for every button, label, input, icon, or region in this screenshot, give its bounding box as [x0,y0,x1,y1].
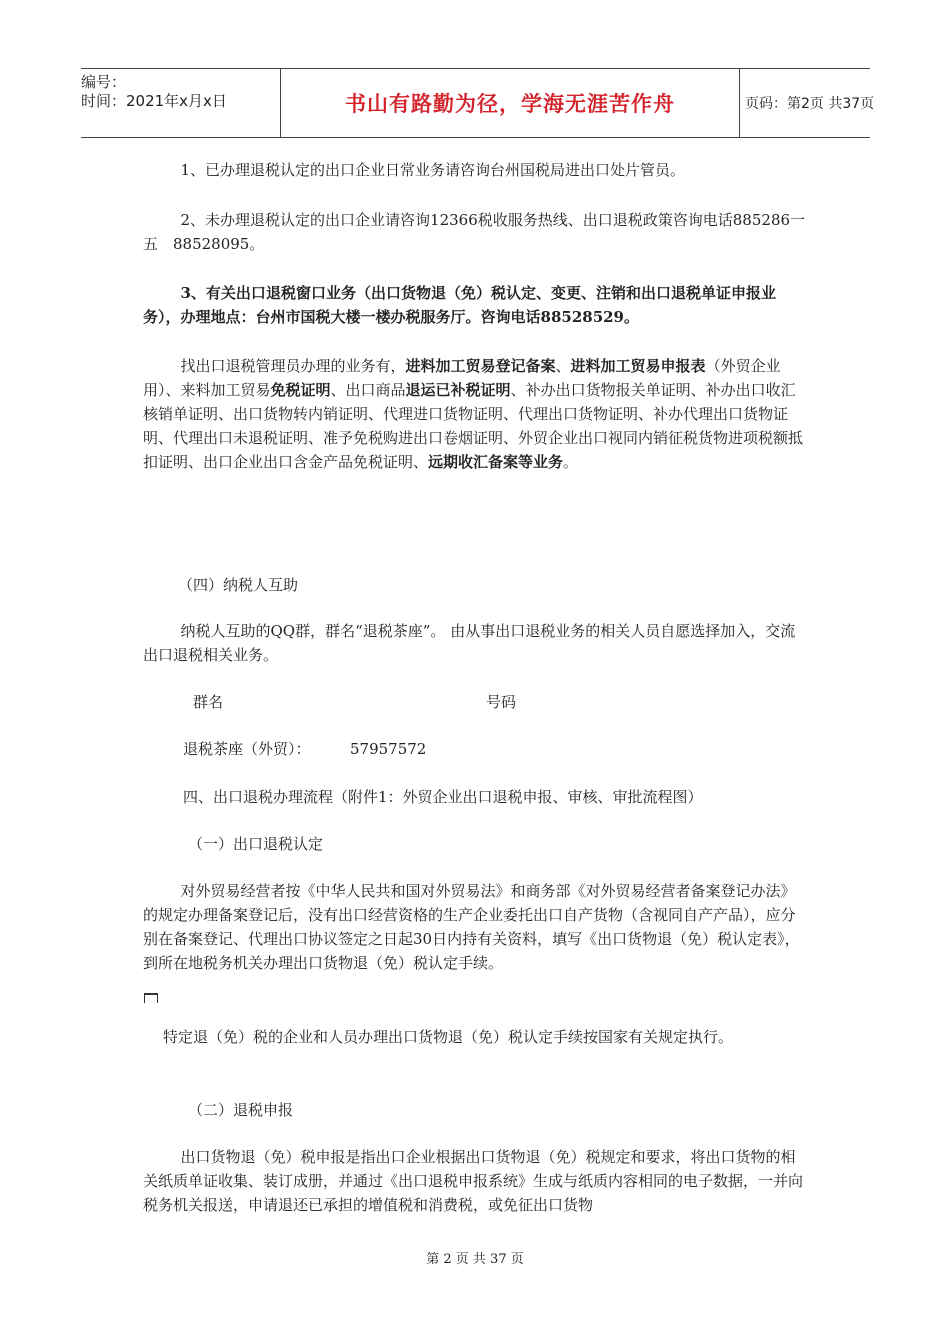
paragraph-7: 对外贸易经营者按《中华人民共和国对外贸易法》和商务部《对外贸易经营者备案登记办法》的规定办理备案登记后，没有出口经营资格的生产企业委托出口自产货物（含视同自产产品），应分别在备案登记、代理出口协议签定之日起30日内持有关资料，填写《出口货物退（免）税认定表》，到所在地税务机关办理出口货物退（免）税认定手续。 [143,882,800,972]
p4-text: 、 [555,357,571,375]
header-meta [81,69,281,137]
p4-text: （外贸企业用）、来料加工贸易 [143,357,781,399]
column-header-number: 号码 [486,693,517,711]
number-label: 编号： [81,73,127,91]
header-motto: 书山有路勤为径，学海无涯苦作舟 [281,69,740,137]
paragraph-3: 3、有关出口退税窗口业务（出口货物退（免）税认定、变更、注销和出口退税单证申报业务），办理地点：台州市国税大楼一楼办税服务厅。咨询电话88528529。 [143,284,776,326]
p4-text: 、出口商品 [330,381,406,399]
p4-bold: 退运已补税证明 [405,381,511,399]
qq-group-name: 退税茶座（外贸）： [183,740,311,758]
p4-text: 。 [563,453,579,471]
header-page-label: 页码：第2页 共37页 [745,96,875,112]
paragraph-5: 纳税人互助的QQ群，群名“退税茶座”。 由从事出口退税业务的相关人员自愿选择加入，交流出口退税相关业务。 [143,622,796,664]
p4-bold: 进料加工贸易登记备案 [405,357,556,375]
column-header-name: 群名 [193,693,224,711]
paragraph-1: 1、已办理退税认定的出口企业日常业务请咨询台州国税局进出口处片管员。 [180,161,686,179]
section-heading-mutual-aid: （四）纳税人互助 [178,576,299,594]
p4-text: 、补办出口货物报关单证明、补办出口收汇核销单证明、出口货物转内销证明、代理进口货物证明、代理出口货物证明、补办代理出口货物证明、代理出口未退税证明、准予免税购进出口卷烟证明、外贸企业出口视同内销征税货物进项税额抵扣证明、出口企业出口含金产品免税证明、 [143,381,804,471]
date-label: 时间：2021年x月x日 [81,92,227,110]
paragraph-4 [143,354,808,474]
p4-bold: 远期收汇备案等业务 [428,453,564,471]
p4-bold: 免税证明 [270,381,331,399]
bracket-mark [144,993,158,1003]
paragraph-2: 2、未办理退税认定的出口企业请咨询12366税收服务热线、出口退税政策咨询电话885286一五 88528095。 [143,211,806,253]
paragraph-9: 出口货物退（免）税申报是指出口企业根据出口货物退（免）税规定和要求，将出口货物的相关纸质单证收集、装订成册，并通过《出口退税申报系统》生成与纸质内容相同的电子数据，一并向税务机关报送，申请退还已承担的增值税和消费税，或免征出口货物 [143,1148,804,1214]
page-footer: 第 2 页 共 37 页 [426,1252,524,1267]
section-heading-recognition: （一）出口退税认定 [188,835,324,853]
section-heading-declaration: （二）退税申报 [188,1101,294,1119]
p4-bold: 进料加工贸易申报表 [570,357,706,375]
paragraph-8: 特定退（免）税的企业和人员办理出口货物退（免）税认定手续按国家有关规定执行。 [163,1028,734,1046]
p4-text: 找出口退税管理员办理的业务有， [180,357,406,375]
page-header [81,68,875,138]
qq-group-number: 57957572 [350,740,427,758]
section-heading-process: 四、出口退税办理流程（附件1：外贸企业出口退税申报、审核、审批流程图） [183,788,703,806]
